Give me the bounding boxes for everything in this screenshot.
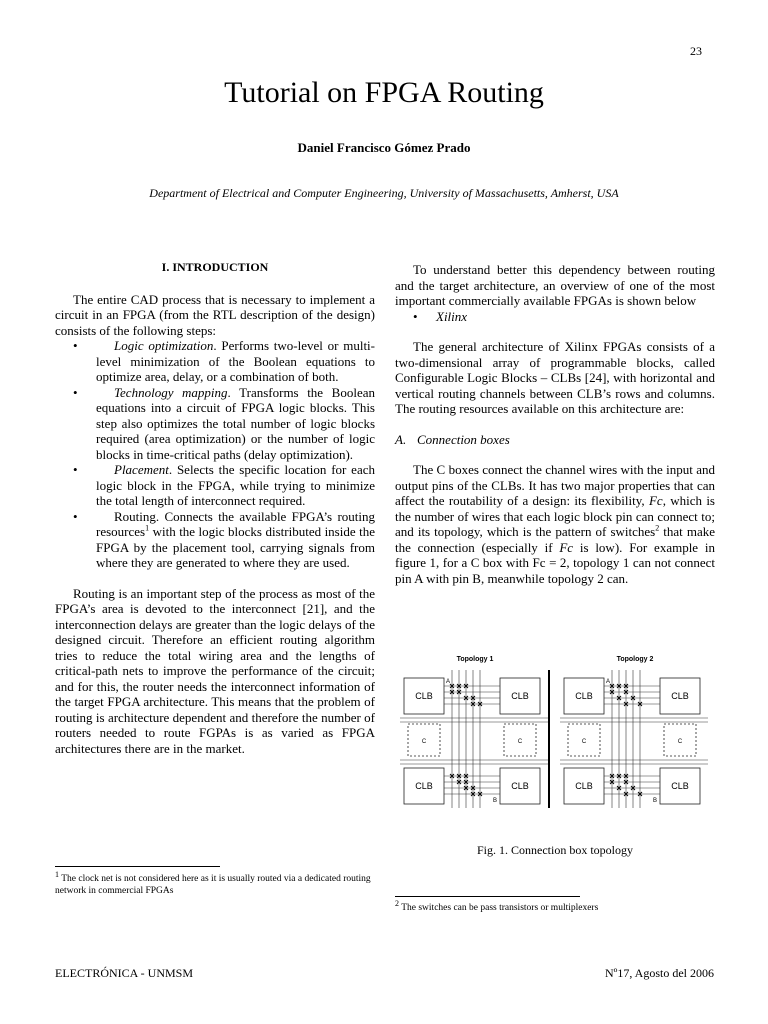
list-item: • Xilinx	[413, 308, 468, 324]
footer-journal: ELECTRÓNICA - UNMSM	[55, 966, 194, 980]
cad-steps-list	[55, 338, 375, 571]
clb-label: CLB	[511, 691, 529, 701]
pin-a-label: A	[446, 679, 451, 685]
section-heading: I. INTRODUCTION	[161, 260, 269, 274]
footnote-ref: 2	[655, 523, 660, 533]
pin-b-label: B	[653, 798, 658, 804]
footnote-1: $^1$ The clock net is not considered here as it is usually routed via a dedicated routing network in commercial FPGAs	[55, 869, 371, 896]
clb-label: CLB	[671, 781, 689, 791]
figure-caption: Fig. 1. Connection box topology	[477, 843, 633, 857]
list-item: • Logic optimization. Performs two-level or multi-level minimization of the Boolean equations to optimize area, delay, or a combination of both.	[73, 338, 375, 384]
bullet-icon: •	[73, 462, 78, 477]
clb-label: CLB	[671, 691, 689, 701]
bullet-icon: •	[73, 384, 78, 400]
clb-label: CLB	[575, 781, 593, 791]
intro-paragraph: The entire CAD process that is necessary to implement a circuit in an FPGA (from the RTL description of the design) consists of the following steps:	[55, 291, 375, 338]
footnote-2: $^2$ The switches can be pass transistors or multiplexers	[395, 898, 599, 913]
footnote-divider	[55, 866, 220, 867]
topology-label: Topology 1	[456, 656, 494, 663]
xilinx-paragraph: The general architecture of Xilinx FPGAs consists of a two-dimensional array of programmable blocks, called Configurable Logic Blocks – CLBs [24], with horizontal and vertical routing channels between CLB’s rows and columns. The routing resources available on this architecture are:	[395, 339, 715, 416]
routing-paragraph: Routing is an important step of the process as most of the FPGA’s area is devoted to the interconnect [21], and the interconnection delays are greater than the logic delays of the designed circuit. Therefore an efficient routing algorithm tries to reduce the total wiring area and the lengths of critical-path nets to improve the performance of the circuit; and for this, the router needs the interconnect information of the target FPGA architecture. This means that the problem of routing is architecture dependent and therefore the number of routers needed to route FGPAs is as varied as FPGA architectures there are in the market.	[55, 585, 375, 756]
bullet-icon: •	[413, 308, 418, 324]
fpga-list	[395, 309, 715, 325]
footer-issue: Nº17, Agosto del 2006	[604, 966, 714, 980]
footnote-divider	[395, 896, 580, 897]
clb-label: CLB	[511, 781, 529, 791]
list-item: • Technology mapping. Transforms the Boolean equations into a circuit of FPGA logic blocks. This step also optimizes the total number of logic blocks required (area optimization) or the number of logic blocks in time-critical paths (delay optimization).	[73, 384, 375, 462]
affiliation: Department of Electrical and Computer Engineering, University of Massachusetts, Amherst, USA	[149, 186, 619, 200]
right-column	[395, 262, 715, 586]
topology-1	[400, 656, 548, 808]
dependency-paragraph: To understand better this dependency between routing and the target architecture, an overview of one of the most important commercially available FPGAs is shown below	[395, 262, 715, 308]
bullet-icon: •	[73, 338, 78, 353]
author-name: Daniel Francisco Gómez Prado	[297, 140, 471, 155]
topology-label: Topology 2	[616, 656, 654, 663]
subsection-heading: A. Connection boxes	[395, 431, 510, 447]
list-item: • Routing. Connects the available FPGA’s routing resources$^1$ with the logic blocks distributed inside the FPGA by the placement tool, carrying signals from where they are generated to where they are used.	[73, 508, 375, 570]
page-number: 23	[690, 44, 702, 58]
pin-b-label: B	[493, 798, 498, 804]
list-item: • Placement. Selects the specific location for each logic block in the FPGA, while trying to minimize the total length of interconnect required.	[73, 462, 375, 508]
c-label: C	[517, 739, 523, 745]
cbox-paragraph: The C boxes connect the channel wires with the input and output pins of the CLBs. It has two major properties that can affect the routability of a design: its flexibility, Fc, which is the number of wires that each logic block pin can connect to; and its topology, which is the pattern of switches$^2$ that make the connection (especially if Fc is low). For example in figure 1, for a C box with Fc = 2, topology 1 can not connect pin A with pin B, meanwhile topology 2 can.	[395, 462, 715, 586]
clb-label: CLB	[415, 691, 433, 701]
c-label: C	[677, 739, 683, 745]
paper-title: Tutorial on FPGA Routing	[224, 76, 544, 109]
c-label: C	[421, 739, 427, 745]
left-column	[55, 260, 375, 756]
pin-a-label: A	[606, 679, 611, 685]
bullet-icon: •	[73, 508, 78, 524]
connection-box-figure	[400, 652, 718, 812]
clb-label: CLB	[415, 781, 433, 791]
topology-2	[560, 656, 708, 808]
c-label: C	[581, 739, 587, 745]
clb-label: CLB	[575, 691, 593, 701]
footnote-ref: 1	[145, 523, 150, 533]
